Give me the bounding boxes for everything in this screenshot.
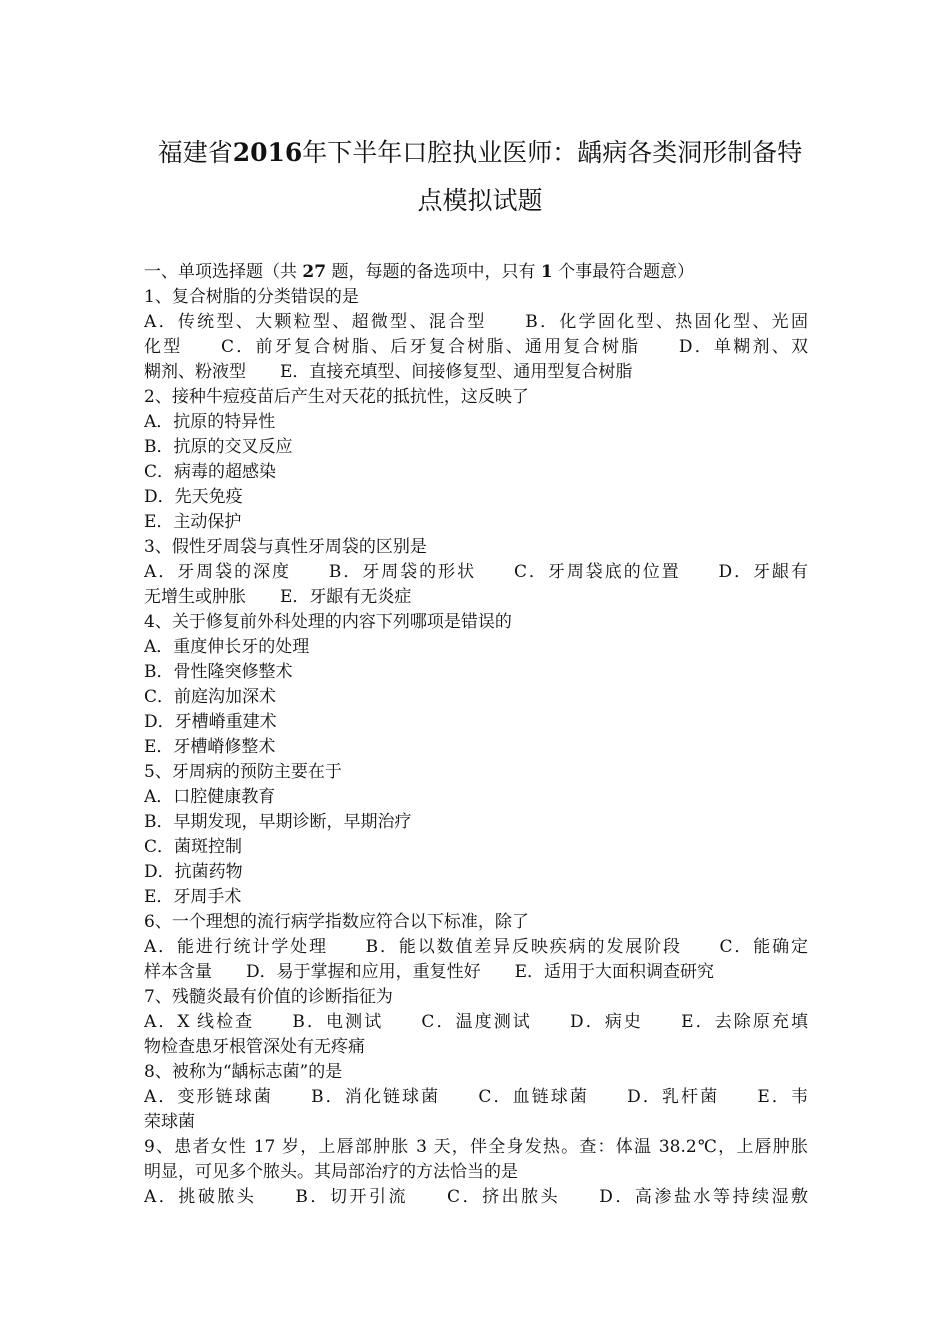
text-line: 6、一个理想的流行病学指数应符合以下标准，除了 bbox=[144, 912, 529, 932]
text-line: A．X 线检查 B．电测试 C．温度测试 D．病史 E．去除原充填 bbox=[144, 1012, 808, 1032]
text-line: D．抗菌药物 bbox=[144, 862, 243, 882]
section-heading-mid: 题，每题的备选项中，只有 bbox=[326, 262, 541, 282]
text-line: 无增生或肿胀 E．牙龈有无炎症 bbox=[144, 587, 412, 607]
text-line: 5、牙周病的预防主要在于 bbox=[144, 762, 342, 782]
text-line: A．重度伸长牙的处理 bbox=[144, 637, 310, 657]
text-line: A．能进行统计学处理 B．能以数值差异反映疾病的发展阶段 C．能确定 bbox=[144, 937, 808, 957]
text-line: C．前庭沟加深术 bbox=[144, 687, 277, 707]
document-body bbox=[144, 260, 808, 1210]
section-heading-pre: 一、单项选择题（共 bbox=[144, 262, 303, 282]
text-line: A．挑破脓头 B．切开引流 C．挤出脓头 D．高渗盐水等持续湿敷 bbox=[144, 1187, 808, 1207]
text-line: A．牙周袋的深度 B．牙周袋的形状 C．牙周袋底的位置 D．牙龈有 bbox=[144, 562, 808, 582]
answer-count: 1 bbox=[540, 262, 553, 282]
section-heading bbox=[144, 260, 808, 285]
text-line: A．抗原的特异性 bbox=[144, 412, 276, 432]
text-line: 样本含量 D．易于掌握和应用，重复性好 E．适用于大面积调查研究 bbox=[144, 962, 715, 982]
text-line: D．先天免疫 bbox=[144, 487, 243, 507]
text-line: C．病毒的超感染 bbox=[144, 462, 277, 482]
text-line: A．传统型、大颗粒型、超微型、混合型 B．化学固化型、热固化型、光固 bbox=[144, 312, 808, 332]
text-line: 9、患者女性 17 岁，上唇部肿胀 3 天，伴全身发热。查：体温 38.2℃，上唇肿胀 bbox=[144, 1137, 808, 1157]
text-line: 糊剂、粉液型 E．直接充填型、间接修复型、通用型复合树脂 bbox=[144, 362, 633, 382]
title-suffix: 年下半年口腔执业医师：龋病各类洞形制备特 bbox=[302, 138, 803, 167]
text-line: 物检查患牙根管深处有无疼痛 bbox=[144, 1037, 365, 1057]
document-title-line-1 bbox=[110, 137, 850, 169]
text-line: 2、接种牛痘疫苗后产生对天花的抵抗性，这反映了 bbox=[144, 387, 529, 407]
title-prefix: 福建省 bbox=[157, 138, 233, 167]
text-line: A．口腔健康教育 bbox=[144, 787, 276, 807]
document-title-line-2: 点模拟试题 bbox=[417, 186, 543, 215]
text-line: 明显，可见多个脓头。其局部治疗的方法恰当的是 bbox=[144, 1162, 518, 1182]
text-line: 化型 C．前牙复合树脂、后牙复合树脂、通用复合树脂 D．单糊剂、双 bbox=[144, 337, 808, 357]
text-line: B．骨性隆突修整术 bbox=[144, 662, 293, 682]
question-count: 27 bbox=[302, 262, 327, 282]
text-line: B．抗原的交叉反应 bbox=[144, 437, 293, 457]
title-year: 2016 bbox=[232, 138, 303, 167]
text-line: E．牙槽嵴修整术 bbox=[144, 737, 276, 757]
text-line: C．菌斑控制 bbox=[144, 837, 243, 857]
text-line: 3、假性牙周袋与真性牙周袋的区别是 bbox=[144, 537, 427, 557]
text-line: 7、残髓炎最有价值的诊断指征为 bbox=[144, 987, 393, 1007]
text-line: D．牙槽嵴重建术 bbox=[144, 712, 277, 732]
text-line: B．早期发现，早期诊断，早期治疗 bbox=[144, 812, 412, 832]
text-line: 1、复合树脂的分类错误的是 bbox=[144, 287, 359, 307]
section-heading-post: 个事最符合题意） bbox=[552, 262, 695, 282]
text-line: E．牙周手术 bbox=[144, 887, 242, 907]
text-line: 8、被称为“龋标志菌”的是 bbox=[144, 1062, 343, 1082]
question-lines bbox=[144, 285, 808, 1210]
text-line: E．主动保护 bbox=[144, 512, 242, 532]
text-line: 荣球菌 bbox=[144, 1112, 195, 1132]
text-line: A．变形链球菌 B．消化链球菌 C．血链球菌 D．乳杆菌 E．韦 bbox=[144, 1087, 808, 1107]
text-line: 4、关于修复前外科处理的内容下列哪项是错误的 bbox=[144, 612, 512, 632]
